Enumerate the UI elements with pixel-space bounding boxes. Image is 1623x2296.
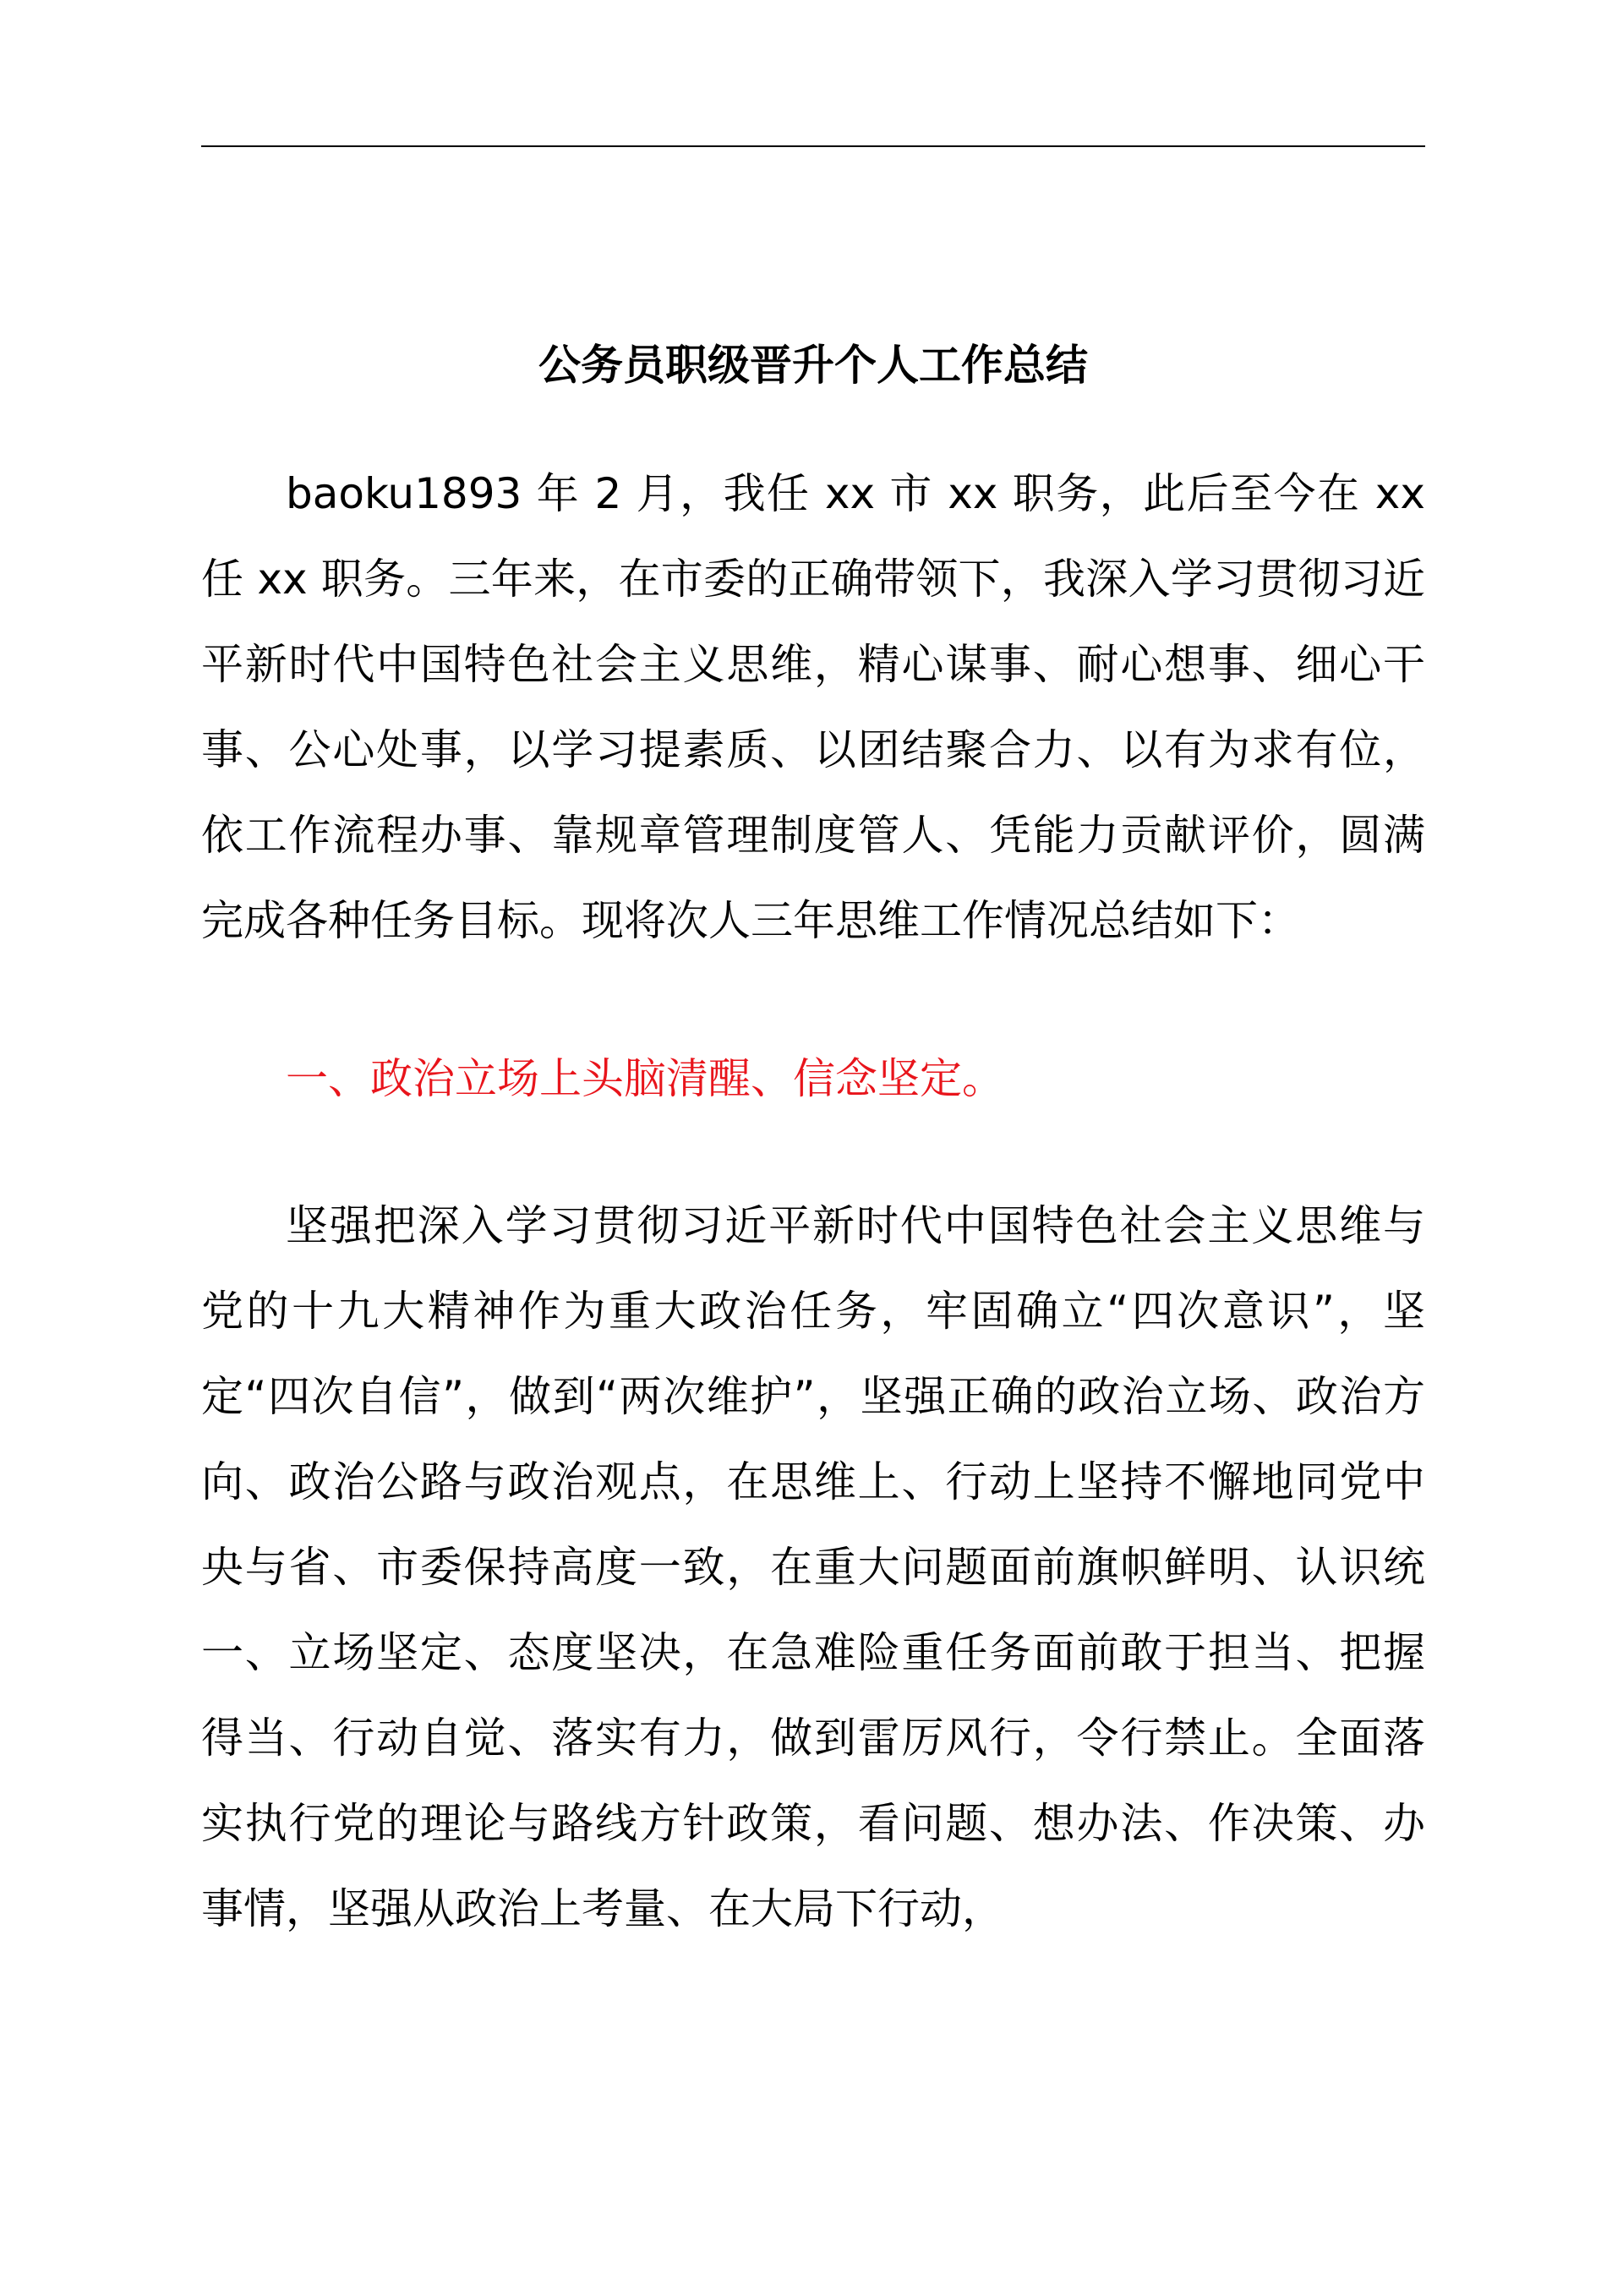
- intro-paragraph: baoku1893 年 2 月，我任 xx 市 xx 职务，此后至今在 xx 任 xx 职务。三年来，在市委的正确带领下，我深入学习贯彻习近平新时代中国特色社会主义思维，精心谋事、耐心想事、细心干事、公心处事，以学习提素质、以团结聚合力、以有为求有位，依工作流程办事、靠规章管理制度管人、凭能力贡献评价，圆满完成各种任务目标。现将次人三年思维工作情况总结如下：: [201, 469, 1425, 945]
- header-rule: [201, 145, 1425, 147]
- section-heading: 一、政治立场上头脑清醒、信念坚定。: [286, 1054, 1004, 1103]
- document-title: 公务员职级晋升个人工作总结: [538, 341, 1088, 390]
- section-paragraph: 坚强把深入学习贯彻习近平新时代中国特色社会主义思维与党的十九大精神作为重大政治任务，牢固确立“四次意识”，坚定“四次自信”，做到“两次维护”，坚强正确的政治立场、政治方向、政治公路与政治观点，在思维上、行动上坚持不懈地同党中央与省、市委保持高度一致，在重大问题面前旗帜鲜明、认识统一、立场坚定、态度坚决，在急难险重任务面前敢于担当、把握得当、行动自觉、落实有力，做到雷厉风行，令行禁止。全面落实执行党的理论与路线方针政策，看问题、想办法、作决策、办事情，坚强从政治上考量、在大局下行动，: [201, 1201, 1425, 1933]
